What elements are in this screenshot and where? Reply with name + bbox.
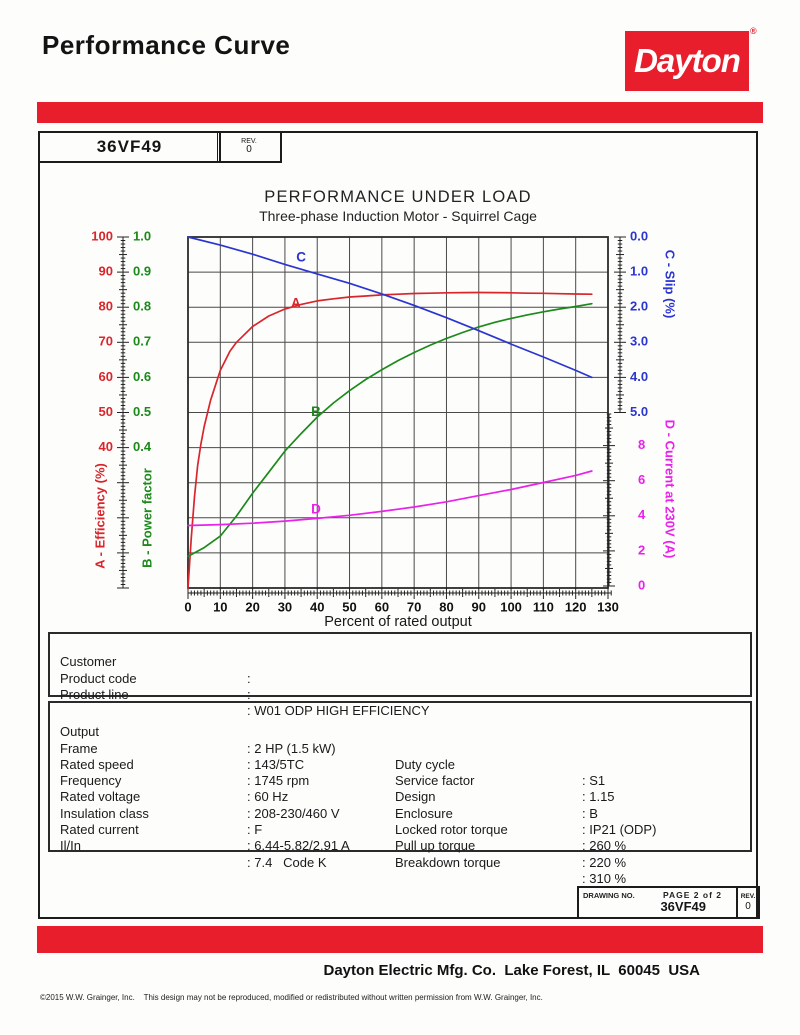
spec-value: : B xyxy=(582,805,598,821)
svg-text:3.0: 3.0 xyxy=(630,333,649,349)
svg-text:20: 20 xyxy=(245,599,260,615)
info-label: Product code xyxy=(60,670,137,686)
spec-value: : 1.15 xyxy=(582,789,615,805)
chart-subtitle: Three-phase Induction Motor - Squirrel Cage xyxy=(259,208,537,224)
spec-value: : 2 HP (1.5 kW) xyxy=(247,740,336,756)
rev-label: REV. xyxy=(740,893,756,901)
svg-text:8: 8 xyxy=(638,437,646,453)
svg-text:0.6: 0.6 xyxy=(133,368,152,384)
spec-value: : 310 % xyxy=(582,870,627,886)
chart-grid xyxy=(188,237,608,588)
spec-label: Frame xyxy=(60,740,98,756)
svg-text:60: 60 xyxy=(374,599,390,615)
spec-label: Frequency xyxy=(60,773,122,789)
svg-text:70: 70 xyxy=(98,333,113,349)
spec-value: : 143/5TC xyxy=(247,756,305,772)
spec-label: Locked rotor torque xyxy=(395,822,508,838)
svg-text:110: 110 xyxy=(532,599,554,615)
svg-text:1.0: 1.0 xyxy=(133,228,152,244)
svg-text:120: 120 xyxy=(564,599,587,615)
svg-text:A: A xyxy=(291,295,301,311)
svg-text:0.5: 0.5 xyxy=(133,403,152,419)
svg-text:0.0: 0.0 xyxy=(630,228,649,244)
curve-B xyxy=(188,304,592,557)
rev-value: 0 xyxy=(246,144,252,156)
spec-label: Output xyxy=(60,724,100,740)
svg-text:80: 80 xyxy=(439,599,454,615)
spec-value: : 1745 rpm xyxy=(247,773,310,789)
spec-label: Enclosure xyxy=(395,805,453,821)
spec-value: : 6.44-5.82/2.91 A xyxy=(247,838,350,854)
spec-label: Pull up torque xyxy=(395,838,476,854)
drawing-no-label: DRAWING NO. xyxy=(583,891,635,900)
svg-text:0.9: 0.9 xyxy=(133,263,152,279)
spec-value: : 60 Hz xyxy=(247,789,289,805)
svg-text:6: 6 xyxy=(638,472,646,488)
footer-red-bar xyxy=(37,926,763,953)
spec-value: : 220 % xyxy=(582,854,627,870)
info-value: : xyxy=(247,686,251,702)
svg-text:10: 10 xyxy=(213,599,228,615)
info-value: : W01 ODP HIGH EFFICIENCY xyxy=(247,703,430,719)
company-address-line: Dayton Electric Mfg. Co. Lake Forest, IL 60045 USA xyxy=(323,962,700,979)
spec-label: Insulation class xyxy=(60,805,149,821)
curve-A xyxy=(188,293,592,589)
svg-text:0.4: 0.4 xyxy=(133,439,152,455)
drawing-number-main-cell xyxy=(579,888,736,917)
customer-info-box xyxy=(48,632,752,719)
spec-value: : S1 xyxy=(582,773,606,789)
spec-value: : 7.4 Code K xyxy=(247,854,327,870)
svg-text:D - Current at 230V (A): D - Current at 230V (A) xyxy=(662,419,678,559)
spec-label: Rated current xyxy=(60,822,139,838)
svg-text:D: D xyxy=(311,501,321,517)
spec-label: Breakdown torque xyxy=(395,854,501,870)
svg-text:0.8: 0.8 xyxy=(133,298,152,314)
svg-text:40: 40 xyxy=(98,439,113,455)
spec-label: Il/In xyxy=(60,838,81,854)
spec-box xyxy=(48,701,752,886)
svg-text:100: 100 xyxy=(500,599,522,615)
registered-trademark-icon: ® xyxy=(750,26,757,36)
info-label: Product line xyxy=(60,686,129,702)
dayton-logo-text: Dayton xyxy=(634,42,740,79)
drawing-number-value: 36VF49 xyxy=(660,899,706,914)
svg-text:50: 50 xyxy=(342,599,357,615)
svg-text:2.0: 2.0 xyxy=(630,298,649,314)
svg-text:B - Power factor: B - Power factor xyxy=(139,468,155,568)
page-indicator: PAGE 2 of 2 xyxy=(662,890,722,900)
drawing-number-box xyxy=(577,886,760,919)
spec-value: : 208-230/460 V xyxy=(247,805,340,821)
axis-tick-labels xyxy=(91,228,648,614)
svg-text:0: 0 xyxy=(638,577,646,593)
svg-text:A - Efficiency (%): A - Efficiency (%) xyxy=(92,463,108,569)
page-title: Performance Curve xyxy=(42,30,291,60)
info-value: : xyxy=(247,670,251,686)
svg-text:60: 60 xyxy=(98,368,113,384)
svg-text:40: 40 xyxy=(309,599,325,615)
svg-text:5.0: 5.0 xyxy=(630,403,649,419)
svg-text:100: 100 xyxy=(91,228,113,244)
info-label: Customer xyxy=(60,654,117,670)
svg-text:1.0: 1.0 xyxy=(630,263,649,279)
spec-label: Duty cycle xyxy=(395,756,455,772)
svg-text:C - Slip (%): C - Slip (%) xyxy=(662,249,678,319)
svg-text:130: 130 xyxy=(597,599,619,615)
spec-label: Rated voltage xyxy=(60,789,141,805)
spec-value: : F xyxy=(247,822,263,838)
svg-text:90: 90 xyxy=(471,599,487,615)
chart-title: PERFORMANCE UNDER LOAD xyxy=(264,188,532,206)
svg-text:4.0: 4.0 xyxy=(630,368,649,384)
svg-text:2: 2 xyxy=(638,542,646,558)
rev-value: 0 xyxy=(745,900,751,912)
svg-text:B: B xyxy=(311,404,321,420)
svg-text:0: 0 xyxy=(184,599,192,615)
svg-text:50: 50 xyxy=(98,403,113,419)
svg-text:0.7: 0.7 xyxy=(133,333,152,349)
spec-value: : 260 % xyxy=(582,838,627,854)
svg-text:C: C xyxy=(296,249,306,265)
copyright-line: ©2015 W.W. Grainger, Inc. This design may not be reproduced, modified or redistributed without written permission from W.W. Grainger, Inc. xyxy=(40,993,543,1002)
svg-text:70: 70 xyxy=(406,599,422,615)
spec-label: Design xyxy=(395,789,436,805)
spec-label: Service factor xyxy=(395,773,475,789)
drawing-rev-cell xyxy=(736,888,758,917)
spec-value: : IP21 (ODP) xyxy=(582,822,657,838)
svg-text:80: 80 xyxy=(98,298,113,314)
spec-label: Rated speed xyxy=(60,756,134,772)
info-row xyxy=(50,671,750,719)
svg-text:4: 4 xyxy=(638,507,646,523)
svg-text:90: 90 xyxy=(98,263,113,279)
svg-text:Percent of rated output: Percent of rated output xyxy=(324,613,472,630)
rev-label: REV. xyxy=(241,138,257,146)
svg-text:30: 30 xyxy=(277,599,293,615)
model-number-cell: 36VF49 xyxy=(38,131,221,163)
